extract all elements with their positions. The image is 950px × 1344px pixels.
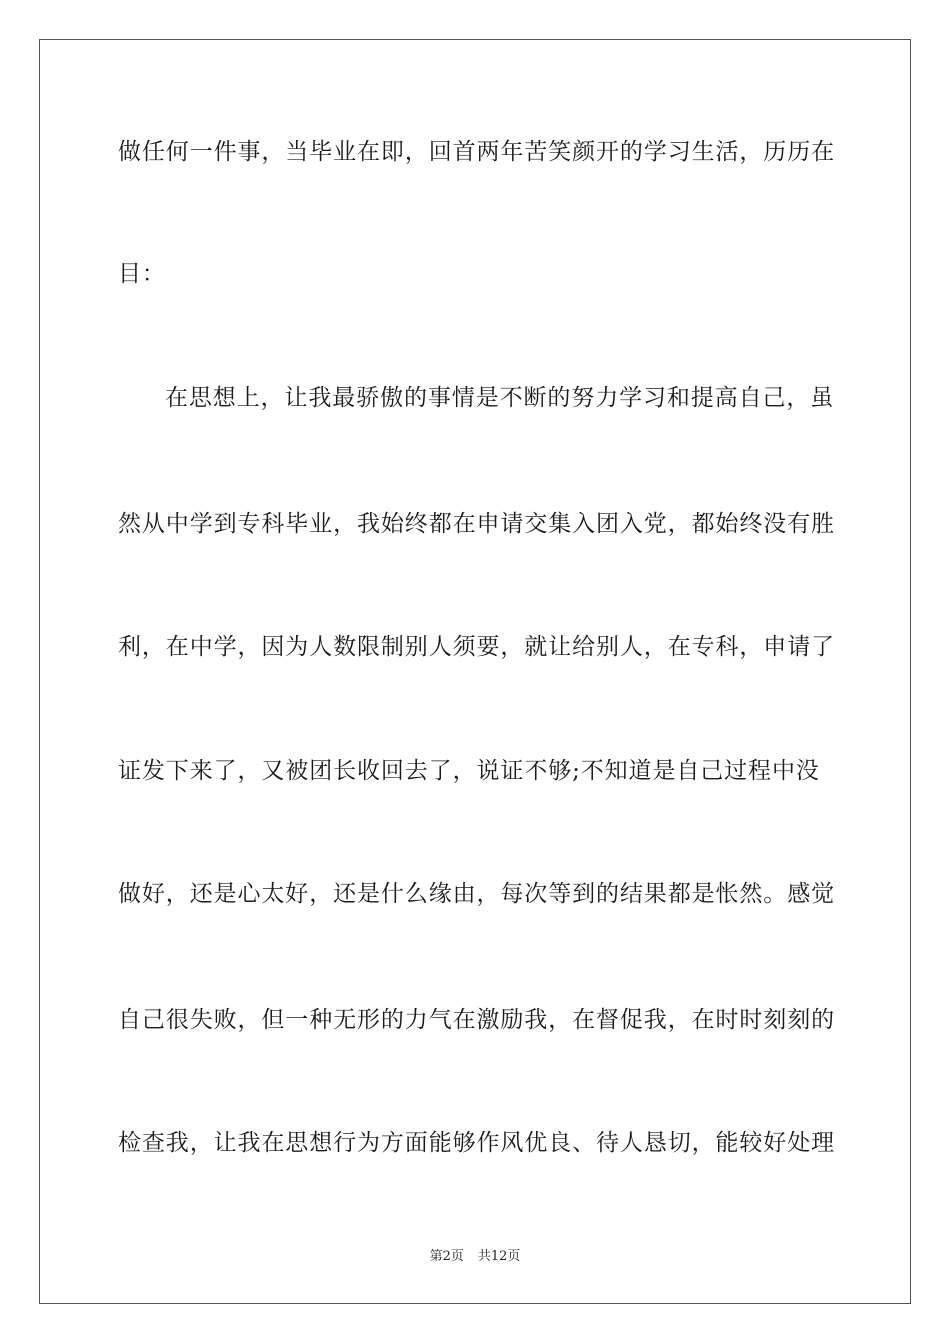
- text-line-8: 自己很失败，但一种无形的力气在激励我，在督促我，在时时刻刻的: [118, 1007, 835, 1033]
- text-line-6: 证发下来了，又被团长收回去了，说证不够;不知道是自己过程中没: [118, 758, 820, 784]
- text-line-9: 检查我，让我在思想行为方面能够作风优良、待人恳切，能较好处理: [118, 1130, 835, 1156]
- total-pages: 共12页: [477, 1249, 521, 1264]
- text-line-7: 做好，还是心太好，还是什么缘由，每次等到的结果都是怅然。感觉: [118, 881, 835, 907]
- text-line-3: 在思想上，让我最骄傲的事情是不断的努力学习和提高自己，虽: [165, 385, 835, 411]
- text-line-2: 目：: [118, 261, 166, 287]
- page-border: [39, 39, 911, 1304]
- text-line-4: 然从中学到专科毕业，我始终都在申请交集入团入党，都始终没有胜: [118, 511, 835, 537]
- page-number: 第2页: [429, 1249, 464, 1264]
- text-line-1: 做任何一件事，当毕业在即，回首两年苦笑颜开的学习生活，历历在: [118, 139, 835, 165]
- text-line-5: 利，在中学，因为人数限制别人须要，就让给别人，在专科，申请了: [118, 634, 835, 660]
- page-footer: [0, 1248, 950, 1266]
